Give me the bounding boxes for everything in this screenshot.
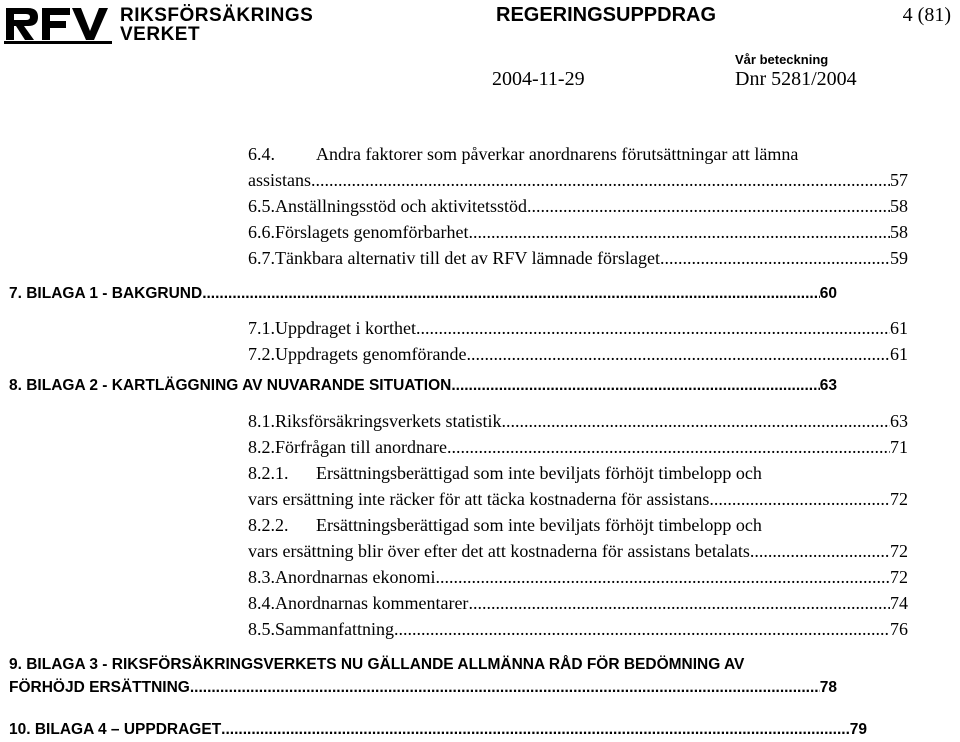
toc-page: 72 <box>890 489 908 509</box>
toc-title: Anställningsstöd och aktivitetsstöd <box>275 196 527 216</box>
document-reference: Dnr 5281/2004 <box>735 68 857 90</box>
toc-number: 6.6. <box>248 222 275 242</box>
toc-entry-8-5[interactable] <box>248 616 908 642</box>
toc-title: Andra faktorer som påverkar anordnarens förutsättningar att lämna <box>316 144 799 164</box>
toc-entry-7-1[interactable] <box>248 315 908 341</box>
toc-title: Sammanfattning <box>275 619 394 639</box>
reference-label: Vår beteckning <box>735 52 829 67</box>
toc-title: Tänkbara alternativ till det av RFV lämnade förslaget <box>275 248 661 268</box>
toc-leader <box>435 564 890 590</box>
toc-number: 8.2.1. <box>248 463 289 483</box>
toc-title: 7. BILAGA 1 - BAKGRUND <box>9 285 203 302</box>
toc-chapter-9[interactable] <box>9 653 949 677</box>
toc-entry-8-3[interactable] <box>248 564 908 590</box>
toc-page: 58 <box>890 196 908 216</box>
toc-page: 76 <box>890 619 908 639</box>
toc-page: 78 <box>819 679 837 696</box>
toc-leader <box>190 676 820 700</box>
document-type: REGERINGSUPPDRAG <box>496 4 717 26</box>
toc-page: 72 <box>890 541 908 561</box>
toc-number: 7.1. <box>248 318 275 338</box>
toc-leader <box>466 341 890 367</box>
toc-entry-8-2-1-continued[interactable] <box>248 486 908 512</box>
toc-title: Förslagets genomförbarhet <box>275 222 469 242</box>
toc-title: 10. BILAGA 4 – UPPDRAGET <box>9 721 222 738</box>
toc-number: 8.2.2. <box>248 515 289 535</box>
rfv-logo <box>4 4 114 44</box>
page-number: 4 (81) <box>902 4 951 26</box>
toc-entry-7-2[interactable] <box>248 341 908 367</box>
toc-entry-8-1[interactable] <box>248 408 908 434</box>
toc-entry-8-4[interactable] <box>248 590 908 616</box>
toc-title: assistans <box>248 170 311 190</box>
toc-chapter-10[interactable] <box>9 718 867 742</box>
toc-number: 6.5. <box>248 196 275 216</box>
toc-leader <box>202 282 820 306</box>
toc-number: 6.7. <box>248 248 275 268</box>
toc-number: 8.4. <box>248 593 275 613</box>
toc-number: 8.1. <box>248 411 275 431</box>
toc-entry-6-6[interactable] <box>248 219 908 245</box>
toc-chapter-7[interactable] <box>9 282 837 306</box>
toc-page: 74 <box>890 593 908 613</box>
toc-entry-8-2[interactable] <box>248 434 908 460</box>
toc-page: 63 <box>890 411 908 431</box>
org-name-line2: VERKET <box>120 24 201 45</box>
toc-number: 6.4. <box>248 144 275 164</box>
toc-leader <box>750 538 890 564</box>
toc-leader <box>311 167 890 193</box>
toc-title: Anordnarnas ekonomi <box>275 567 436 587</box>
toc-entry-8-2-2-continued[interactable] <box>248 538 908 564</box>
toc-entry-6-7[interactable] <box>248 245 908 271</box>
toc-title: Ersättningsberättigad som inte beviljats förhöjt timbelopp och <box>316 515 762 535</box>
toc-title: Anordnarnas kommentarer <box>275 593 469 613</box>
toc-leader <box>714 486 890 512</box>
toc-leader <box>660 245 890 271</box>
toc-entry-8-2-1[interactable] <box>248 460 908 486</box>
document-date: 2004-11-29 <box>492 68 585 90</box>
toc-leader <box>468 219 890 245</box>
toc-number: 8.3. <box>248 567 275 587</box>
toc-entry-6-5[interactable] <box>248 193 908 219</box>
org-name-line1: RIKSFÖRSÄKRINGS <box>120 5 314 26</box>
toc-title: FÖRHÖJD ERSÄTTNING <box>9 679 190 696</box>
toc-leader <box>451 374 819 398</box>
toc-page: 59 <box>890 248 908 268</box>
toc-leader <box>527 193 890 219</box>
toc-title: Ersättningsberättigad som inte beviljats förhöjt timbelopp och <box>316 463 762 483</box>
toc-title: Riksförsäkringsverkets statistik <box>275 411 502 431</box>
toc-title: Uppdragets genomförande <box>275 344 467 364</box>
toc-title: vars ersättning blir över efter det att kostnaderna för assistans betalats <box>248 541 750 561</box>
toc-entry-8-2-2[interactable] <box>248 512 908 538</box>
toc-title: 9. BILAGA 3 - RIKSFÖRSÄKRINGSVERKETS NU GÄLLANDE ALLMÄNNA RÅD FÖR BEDÖMNING AV <box>9 656 745 673</box>
toc-title: 8. BILAGA 2 - KARTLÄGGNING AV NUVARANDE SITUATION <box>9 377 452 394</box>
toc-page: 61 <box>890 344 908 364</box>
toc-title: vars ersättning inte räcker för att täcka kostnaderna för assistans. <box>248 489 714 509</box>
toc-page: 57 <box>890 170 908 190</box>
toc-page: 79 <box>849 721 867 738</box>
toc-page: 60 <box>819 285 837 302</box>
toc-number: 8.2. <box>248 437 275 457</box>
toc-chapter-9-continued[interactable] <box>9 676 837 700</box>
toc-entry-6-4-continued[interactable] <box>248 167 908 193</box>
toc-page: 71 <box>890 437 908 457</box>
toc-number: 7.2. <box>248 344 275 364</box>
toc-leader <box>394 616 890 642</box>
toc-leader <box>416 315 890 341</box>
toc-page: 63 <box>819 377 837 394</box>
toc-title: Uppdraget i korthet <box>275 318 416 338</box>
toc-page: 72 <box>890 567 908 587</box>
toc-number: 8.5. <box>248 619 275 639</box>
toc-leader <box>501 408 890 434</box>
toc-page: 58 <box>890 222 908 242</box>
toc-title: Förfrågan till anordnare <box>275 437 447 457</box>
toc-page: 61 <box>890 318 908 338</box>
toc-entry-6-4[interactable] <box>248 141 908 167</box>
toc-leader <box>447 434 890 460</box>
toc-chapter-8[interactable] <box>9 374 837 398</box>
toc-leader <box>468 590 890 616</box>
toc-leader <box>221 718 850 742</box>
